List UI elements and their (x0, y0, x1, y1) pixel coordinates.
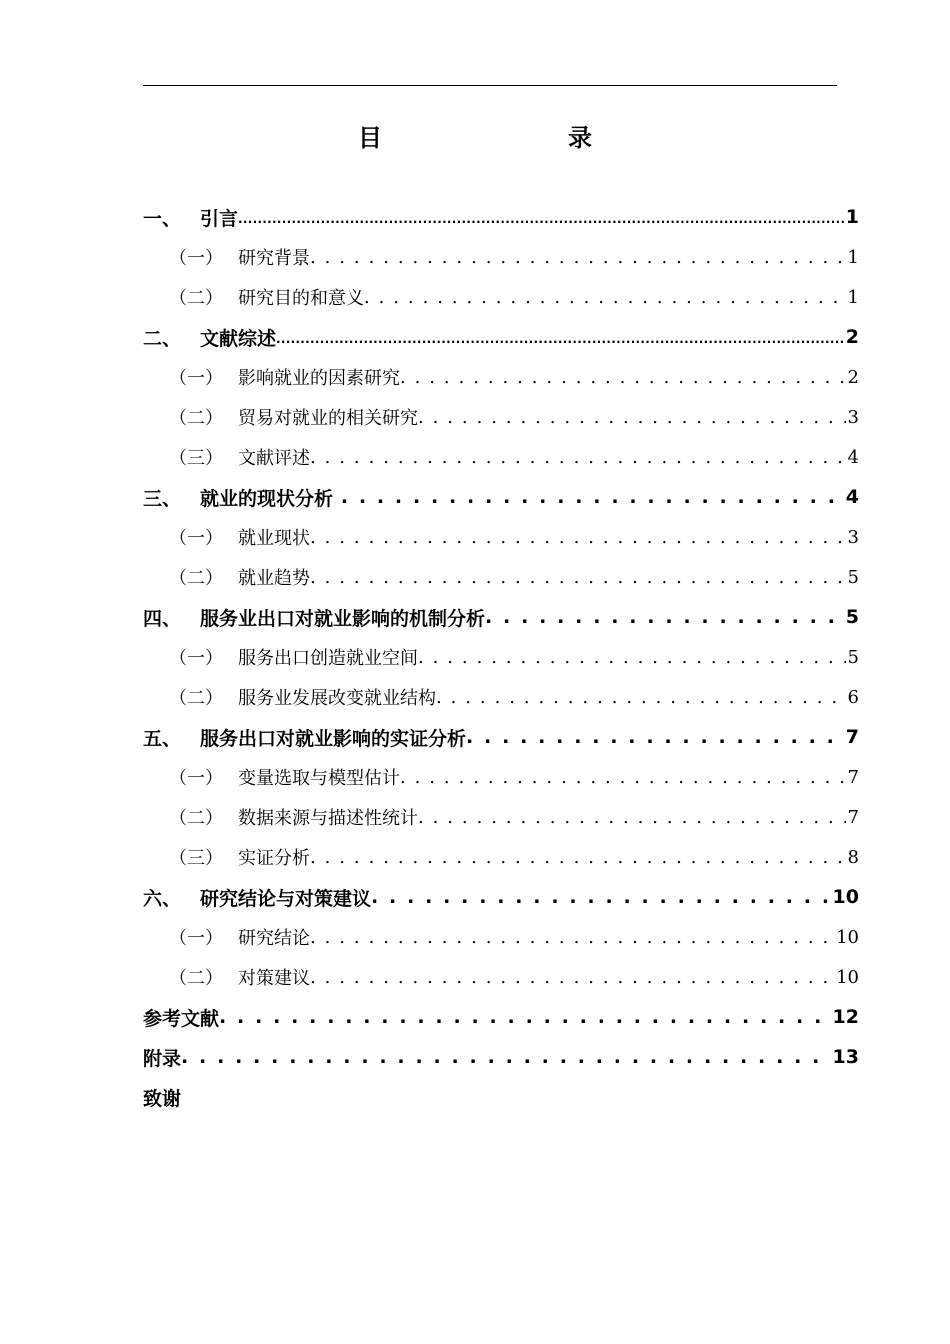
toc-entry-title: 影响就业的因素研究 (238, 368, 400, 389)
toc-leader-dots (436, 687, 846, 708)
toc-entry-title: 对策建议 (238, 968, 310, 989)
toc-entry-section[interactable] (143, 557, 859, 597)
toc-entry-number: （二） (169, 968, 223, 989)
toc-page-number: 7 (847, 766, 859, 788)
toc-entry-number: 五、 (143, 727, 182, 750)
toc-page-number: 5 (847, 566, 859, 588)
toc-entry-section[interactable] (143, 797, 859, 837)
toc-leader-dots (310, 967, 834, 988)
toc-leader-dots (341, 486, 844, 508)
toc-leader-dots (310, 527, 846, 548)
toc-page-number: 4 (845, 486, 859, 508)
toc-page-number: 5 (845, 606, 859, 628)
toc-page-number: 4 (847, 446, 859, 468)
page-title: 目 录 (358, 124, 638, 152)
toc-entry-chapter[interactable] (143, 197, 859, 237)
toc-entry-number: （二） (169, 568, 223, 589)
toc-entry-chapter[interactable] (143, 597, 859, 637)
toc-page-number: 5 (847, 646, 859, 668)
toc-entry-number: 四、 (143, 607, 182, 630)
toc-entry-number: 二、 (143, 327, 182, 350)
toc-page-number: 6 (847, 686, 859, 708)
toc-entry-title: 文献综述 (200, 327, 277, 350)
toc-page-number: 7 (847, 806, 859, 828)
toc-page-number: 3 (847, 406, 859, 428)
toc-entry-number: 六、 (143, 887, 182, 910)
toc-leader-dots (418, 807, 846, 828)
toc-leader-dots (310, 847, 846, 868)
toc-leader-dots (485, 606, 844, 628)
toc-entry-number: （三） (169, 448, 223, 469)
toc-page-number: 3 (847, 526, 859, 548)
toc-leader-dots (418, 407, 846, 428)
toc-entry-number: （二） (169, 688, 223, 709)
toc-leader-dots (276, 326, 844, 348)
toc-entry-title: 研究目的和意义 (238, 288, 364, 309)
toc-entry-section[interactable] (143, 397, 859, 437)
toc-entry-chapter[interactable] (143, 717, 859, 757)
toc-entry-title: 就业现状 (238, 528, 310, 549)
toc-page-number: 12 (832, 1006, 859, 1028)
toc-entry-section[interactable] (143, 757, 859, 797)
toc-leader-dots (364, 287, 846, 308)
toc-entry-title: 实证分析 (238, 848, 310, 869)
toc-entry-number: 一、 (143, 207, 182, 230)
toc-entry-title: 文献评述 (238, 448, 310, 469)
toc-entry-title: 引言 (200, 207, 239, 230)
toc-leader-dots (310, 247, 846, 268)
toc-entry-title: 服务出口创造就业空间 (238, 648, 418, 669)
toc-page-number: 10 (832, 886, 859, 908)
toc-leader-dots (371, 886, 831, 908)
toc-entry-title: 附录 (143, 1047, 182, 1070)
toc-entry-chapter[interactable] (143, 477, 859, 517)
toc-entry-title: 就业趋势 (238, 568, 310, 589)
toc-page-number: 2 (845, 326, 859, 348)
toc-leader-dots (400, 767, 846, 788)
toc-entry-number: （一） (169, 248, 223, 269)
toc-page-number: 1 (847, 246, 859, 268)
toc-entry-section[interactable] (143, 677, 859, 717)
toc-page-number: 10 (836, 966, 859, 988)
toc-page-number: 1 (845, 206, 859, 228)
toc-entry-section[interactable] (143, 637, 859, 677)
toc-leader-dots (238, 206, 844, 228)
toc-entry-title: 数据来源与描述性统计 (238, 808, 418, 829)
toc-leader-dots (418, 647, 846, 668)
toc-entry-title: 服务业发展改变就业结构 (238, 688, 436, 709)
toc-entry-title: 参考文献 (143, 1007, 220, 1030)
toc-leader-dots (466, 726, 844, 748)
toc-entry-title: 变量选取与模型估计 (238, 768, 400, 789)
toc-entry-chapter[interactable] (143, 317, 859, 357)
toc-entry-number: （二） (169, 408, 223, 429)
toc-entry-number: （一） (169, 648, 223, 669)
toc-entry-number: （二） (169, 288, 223, 309)
toc-entry-section[interactable] (143, 957, 859, 997)
toc-page-number: 13 (832, 1046, 859, 1068)
toc-entry-chapter[interactable] (143, 1077, 859, 1117)
toc-page-number: 10 (836, 926, 859, 948)
toc-entry-title: 研究结论与对策建议 (200, 887, 372, 910)
toc-entry-title: 就业的现状分析 (200, 487, 334, 510)
toc-leader-dots (310, 567, 846, 588)
toc-page-number: 8 (847, 846, 859, 868)
toc-entry-title: 研究背景 (238, 248, 310, 269)
toc-leader-dots (310, 927, 834, 948)
header-rule (143, 85, 837, 86)
toc-entry-number: （三） (169, 848, 223, 869)
toc-entry-section[interactable] (143, 437, 859, 477)
table-of-contents (143, 197, 859, 1117)
toc-entry-section[interactable] (143, 917, 859, 957)
toc-entry-section[interactable] (143, 517, 859, 557)
toc-page-number: 2 (847, 366, 859, 388)
toc-entry-section[interactable] (143, 357, 859, 397)
toc-entry-number: （一） (169, 928, 223, 949)
toc-entry-number: 三、 (143, 487, 182, 510)
toc-leader-dots (400, 367, 846, 388)
toc-entry-chapter[interactable] (143, 1037, 859, 1077)
toc-entry-section[interactable] (143, 837, 859, 877)
toc-entry-section[interactable] (143, 277, 859, 317)
toc-page-number: 7 (845, 726, 859, 748)
toc-entry-section[interactable] (143, 237, 859, 277)
toc-page-number: 1 (847, 286, 859, 308)
toc-entry-chapter[interactable] (143, 997, 859, 1037)
toc-leader-dots (181, 1046, 831, 1068)
toc-entry-title: 服务出口对就业影响的实证分析 (200, 727, 467, 750)
toc-leader-dots (310, 447, 846, 468)
toc-entry-title: 贸易对就业的相关研究 (238, 408, 418, 429)
toc-entry-chapter[interactable] (143, 877, 859, 917)
toc-entry-number: （一） (169, 368, 223, 389)
toc-entry-title: 致谢 (143, 1087, 182, 1110)
toc-entry-number: （一） (169, 768, 223, 789)
toc-entry-number: （一） (169, 528, 223, 549)
toc-leader-dots (219, 1006, 831, 1028)
toc-entry-title: 服务业出口对就业影响的机制分析 (200, 607, 486, 630)
toc-entry-number: （二） (169, 808, 223, 829)
toc-entry-title: 研究结论 (238, 928, 310, 949)
